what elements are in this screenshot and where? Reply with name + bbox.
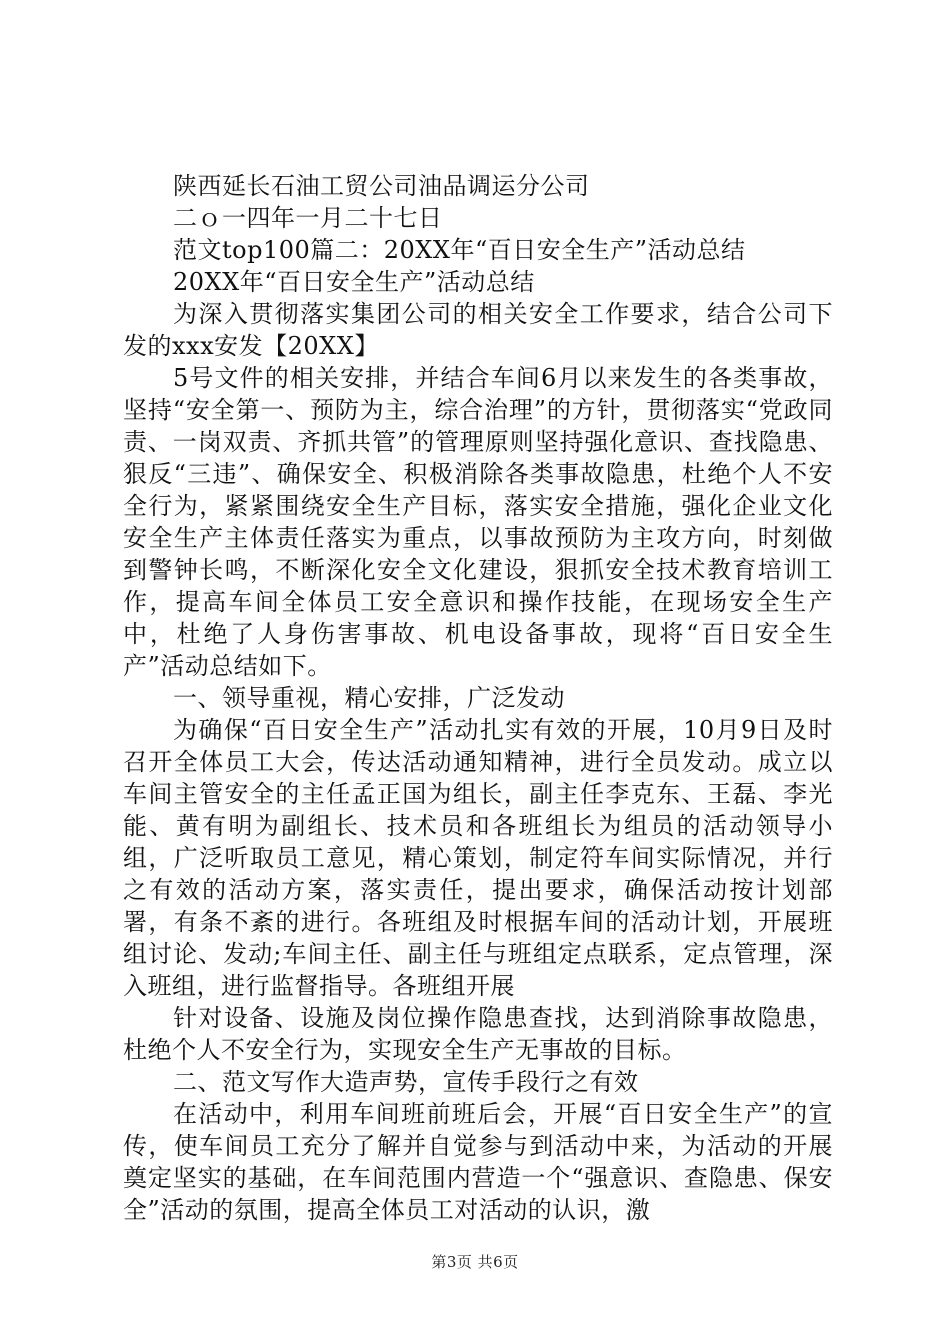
date-line: 二ｏ一四年一月二十七日 — [173, 204, 443, 232]
article-title: 20XX年“百日安全生产”活动总结 — [173, 268, 535, 296]
body-paragraph: 针对设备、设施及岗位操作隐患查找，达到消除事故隐患，杜绝个人不安全行为，实现安全生产无事故的目标。 — [123, 1004, 833, 1064]
intro-paragraph: 为深入贯彻落实集团公司的相关安全工作要求，结合公司下发的xxx安发【20XX】 — [123, 300, 833, 360]
subheading-two: 二、范文写作大造声势，宣传手段行之有效 — [173, 1068, 639, 1096]
body-paragraph: 5号文件的相关安排，并结合车间6月以来发生的各类事故，坚持“安全第一、预防为主，综合治理”的方针，贯彻落实“党政同责、一岗双责、齐抓共管”的管理原则坚持强化意识、查找隐患、狠反“三违”、确保安全、积极消除各类事故隐患，杜绝个人不安全行为，紧紧围绕安全生产目标，落实安全措施，强化企业文化安全生产主体责任落实为重点，以事故预防为主攻方向，时刻做到警钟长鸣，不断深化安全文化建设，狠抓安全技术教育培训工作，提高车间全体员工安全意识和操作技能，在现场安全生产中，杜绝了人身伤害事故、机电设备事故，现将“百日安全生产”活动总结如下。 — [123, 364, 833, 680]
body-paragraph: 在活动中，利用车间班前班后会，开展“百日安全生产”的宣传，使车间员工充分了解并自觉参与到活动中来，为活动的开展奠定坚实的基础，在车间范围内营造一个“强意识、查隐患、保安全”活动的氛围，提高全体员工对活动的认识，激 — [123, 1100, 833, 1224]
subheading-one: 一、领导重视，精心安排，广泛发动 — [173, 684, 565, 712]
body-paragraph: 为确保“百日安全生产”活动扎实有效的开展，10月9日及时召开全体员工大会，传达活动通知精神，进行全员发动。成立以车间主管安全的主任孟正国为组长，副主任李克东、王磊、李光能、黄有明为副组长、技术员和各班组长为组员的活动领导小组，广泛听取员工意见，精心策划，制定符车间实际情况，并行之有效的活动方案，落实责任，提出要求，确保活动按计划部署，有条不紊的进行。各班组及时根据车间的活动计划，开展班组讨论、发动;车间主任、副主任与班组定点联系，定点管理，深入班组，进行监督指导。各班组开展 — [123, 716, 833, 1000]
company-name-line: 陕西延长石油工贸公司油品调运分公司 — [173, 172, 590, 200]
page-number-footer: 第3页 共6页 — [431, 1253, 519, 1271]
document-body — [123, 170, 833, 1226]
section-heading: 范文top100篇二：20XX年“百日安全生产”活动总结 — [173, 236, 746, 264]
